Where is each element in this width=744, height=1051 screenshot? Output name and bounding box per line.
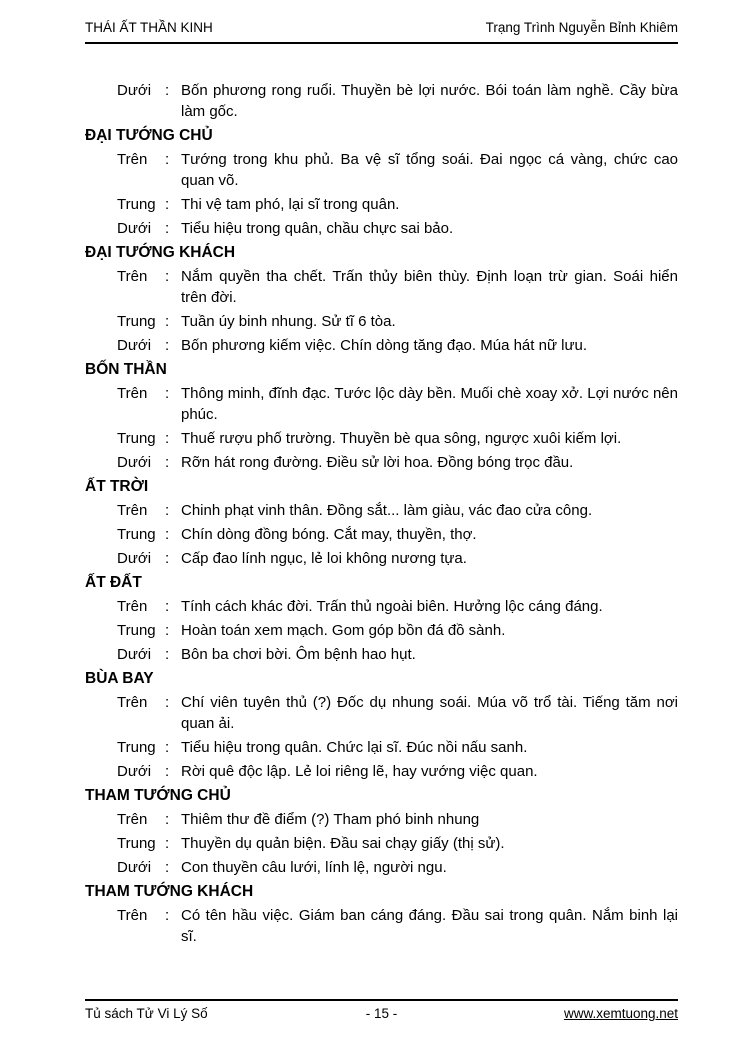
entry	[85, 737, 678, 758]
entry-text: Thuế rượu phố trường. Thuyền bè qua sông, ngược xuôi kiếm lợi.	[181, 430, 622, 447]
entry-label: Trên	[117, 811, 148, 828]
section-title: THAM TƯỚNG KHÁCH	[85, 883, 254, 900]
entry-label: Dưới	[117, 337, 152, 354]
entry-label: Trên	[117, 502, 148, 519]
section-bon-than	[85, 359, 678, 473]
entry	[85, 149, 678, 191]
entry	[85, 644, 678, 665]
footer-series-title: Tủ sách Tử Vi Lý Số	[85, 1006, 208, 1021]
entry	[85, 905, 678, 947]
header-author: Trạng Trình Nguyễn Bỉnh Khiêm	[485, 20, 678, 35]
entry-text: Tính cách khác đời. Trấn thủ ngoài biên. Hưởng lộc cáng đáng.	[181, 598, 603, 615]
entry	[85, 452, 678, 473]
entry-label: Dưới	[117, 82, 152, 99]
entry-colon: :	[165, 622, 170, 639]
entry-label: Trung	[117, 622, 156, 639]
entry-text: Chín dòng đồng bóng. Cắt may, thuyền, thợ.	[181, 526, 477, 543]
entry-text: Chinh phạt vinh thân. Đồng sắt... làm giàu, vác đao cửa công.	[181, 502, 593, 519]
entry	[85, 428, 678, 449]
entry-text: Thuyền dụ quản biện. Đầu sai chạy giấy (thị sử).	[181, 835, 505, 852]
entry-colon: :	[165, 502, 170, 519]
entry	[85, 266, 678, 308]
entry-colon: :	[165, 337, 170, 354]
entry-colon: :	[165, 859, 170, 876]
entry-colon: :	[165, 763, 170, 780]
entry-text: Tuần úy binh nhung. Sử tĩ 6 tòa.	[181, 313, 396, 330]
entry-text: Tướng trong khu phủ. Ba vệ sĩ tổng soái. Đai ngọc cá vàng, chức cao quan võ.	[181, 151, 678, 189]
entry-label: Dưới	[117, 646, 152, 663]
entry-label: Trên	[117, 598, 148, 615]
entry-label: Dưới	[117, 454, 152, 471]
entry-text: Thông minh, đĩnh đạc. Tước lộc dày bền. Muối chè xoay xở. Lợi nước nên phúc.	[181, 385, 678, 423]
entry-text: Có tên hầu việc. Giám ban cáng đáng. Đầu sai trong quân. Nắm binh lại sĩ.	[181, 907, 678, 945]
continued-entry	[85, 80, 678, 122]
entry-text: Bôn ba chơi bời. Ôm bệnh hao hụt.	[181, 646, 416, 663]
entry-colon: :	[165, 835, 170, 852]
entry-label: Trên	[117, 385, 148, 402]
entry-text: Rỡn hát rong đường. Điều sử lời hoa. Đồng bóng trọc đầu.	[181, 454, 574, 471]
entry-colon: :	[165, 82, 170, 99]
entry-text: Cấp đao lính ngục, lẻ loi không nương tựa.	[181, 550, 467, 567]
entry-colon: :	[165, 694, 170, 711]
entry-text: Rời quê độc lập. Lẻ loi riêng lẽ, hay vướng việc quan.	[181, 763, 538, 780]
entry-text: Hoàn toán xem mạch. Gom góp bồn đá đồ sành.	[181, 622, 506, 639]
entry-label: Trên	[117, 694, 148, 711]
entry	[85, 692, 678, 734]
entry-colon: :	[165, 907, 170, 924]
entry-colon: :	[165, 550, 170, 567]
entry-text: Bốn phương rong ruổi. Thuyền bè lợi nước. Bói toán làm nghề. Cầy bừa làm gốc.	[181, 82, 678, 120]
entry-label: Trên	[117, 151, 148, 168]
entry	[85, 620, 678, 641]
section-bua-bay	[85, 668, 678, 782]
entry	[85, 524, 678, 545]
entry-label: Trung	[117, 313, 156, 330]
website-link[interactable]: www.xemtuong.net	[563, 1006, 679, 1021]
entry	[85, 548, 678, 569]
entry-text: Thiêm thư đề điểm (?) Tham phó binh nhung	[181, 811, 480, 828]
entry-label: Dưới	[117, 859, 152, 876]
entry-colon: :	[165, 598, 170, 615]
entry-colon: :	[165, 220, 170, 237]
entry-text: Tiểu hiệu trong quân, chầu chực sai bảo.	[181, 220, 454, 237]
section-at-troi	[85, 476, 678, 569]
entry-text: Con thuyền câu lưới, lính lệ, người ngu.	[181, 859, 447, 876]
entry-label: Trung	[117, 835, 156, 852]
entry	[85, 596, 678, 617]
entry-label: Trung	[117, 739, 156, 756]
entry-colon: :	[165, 739, 170, 756]
entry	[85, 311, 678, 332]
entry-label: Trung	[117, 430, 156, 447]
entry-text: Tiểu hiệu trong quân. Chức lại sĩ. Đúc nồi nấu sanh.	[181, 739, 528, 756]
entry-text: Thi vệ tam phó, lại sĩ trong quân.	[181, 196, 400, 213]
entry-colon: :	[165, 646, 170, 663]
entry-text: Bốn phương kiếm việc. Chín dòng tăng đạo. Múa hát nữ lưu.	[181, 337, 588, 354]
section-dai-tuong-khach	[85, 242, 678, 356]
entry-text: Nắm quyền tha chết. Trấn thủy biên thùy. Định loạn trừ gian. Soái hiển trên đời.	[181, 268, 678, 306]
entry	[85, 218, 678, 239]
entry	[85, 761, 678, 782]
entry-colon: :	[165, 811, 170, 828]
entry-label: Trên	[117, 907, 148, 924]
section-title: ẤT TRỜI	[85, 478, 149, 495]
entry	[85, 809, 678, 830]
header-book-title: THÁI ẤT THẦN KINH	[85, 20, 213, 35]
entry-label: Dưới	[117, 550, 152, 567]
entry-colon: :	[165, 385, 170, 402]
footer-website-wrap	[397, 1006, 678, 1021]
footer-page-number: - 15 -	[365, 1006, 398, 1021]
page-body	[85, 80, 678, 950]
entry	[85, 857, 678, 878]
entry-colon: :	[165, 313, 170, 330]
entry-label: Dưới	[117, 220, 152, 237]
section-title: BÙA BAY	[85, 670, 154, 687]
entry-label: Trung	[117, 196, 156, 213]
entry-colon: :	[165, 454, 170, 471]
section-tham-tuong-khach	[85, 881, 678, 947]
entry-colon: :	[165, 196, 170, 213]
page-header	[85, 20, 678, 44]
entry-colon: :	[165, 430, 170, 447]
entry	[85, 194, 678, 215]
page-footer	[85, 999, 678, 1021]
section-title: ĐẠI TƯỚNG KHÁCH	[85, 244, 236, 261]
entry-label: Trên	[117, 268, 148, 285]
section-title: ĐẠI TƯỚNG CHỦ	[85, 127, 213, 144]
section-at-dat	[85, 572, 678, 665]
entry	[85, 500, 678, 521]
entry-label: Trung	[117, 526, 156, 543]
entry-text: Chí viên tuyên thủ (?) Đốc dụ nhung soái. Múa võ trổ tài. Tiếng tăm nơi quan ải.	[181, 694, 678, 732]
section-title: BỐN THẦN	[85, 361, 167, 378]
entry	[85, 833, 678, 854]
entry-label: Dưới	[117, 763, 152, 780]
entry-colon: :	[165, 151, 170, 168]
entry-colon: :	[165, 268, 170, 285]
section-title: THAM TƯỚNG CHỦ	[85, 787, 231, 804]
section-dai-tuong-chu	[85, 125, 678, 239]
entry	[85, 383, 678, 425]
section-title: ẤT ĐẤT	[85, 574, 142, 591]
entry-colon: :	[165, 526, 170, 543]
section-tham-tuong-chu	[85, 785, 678, 878]
entry	[85, 335, 678, 356]
